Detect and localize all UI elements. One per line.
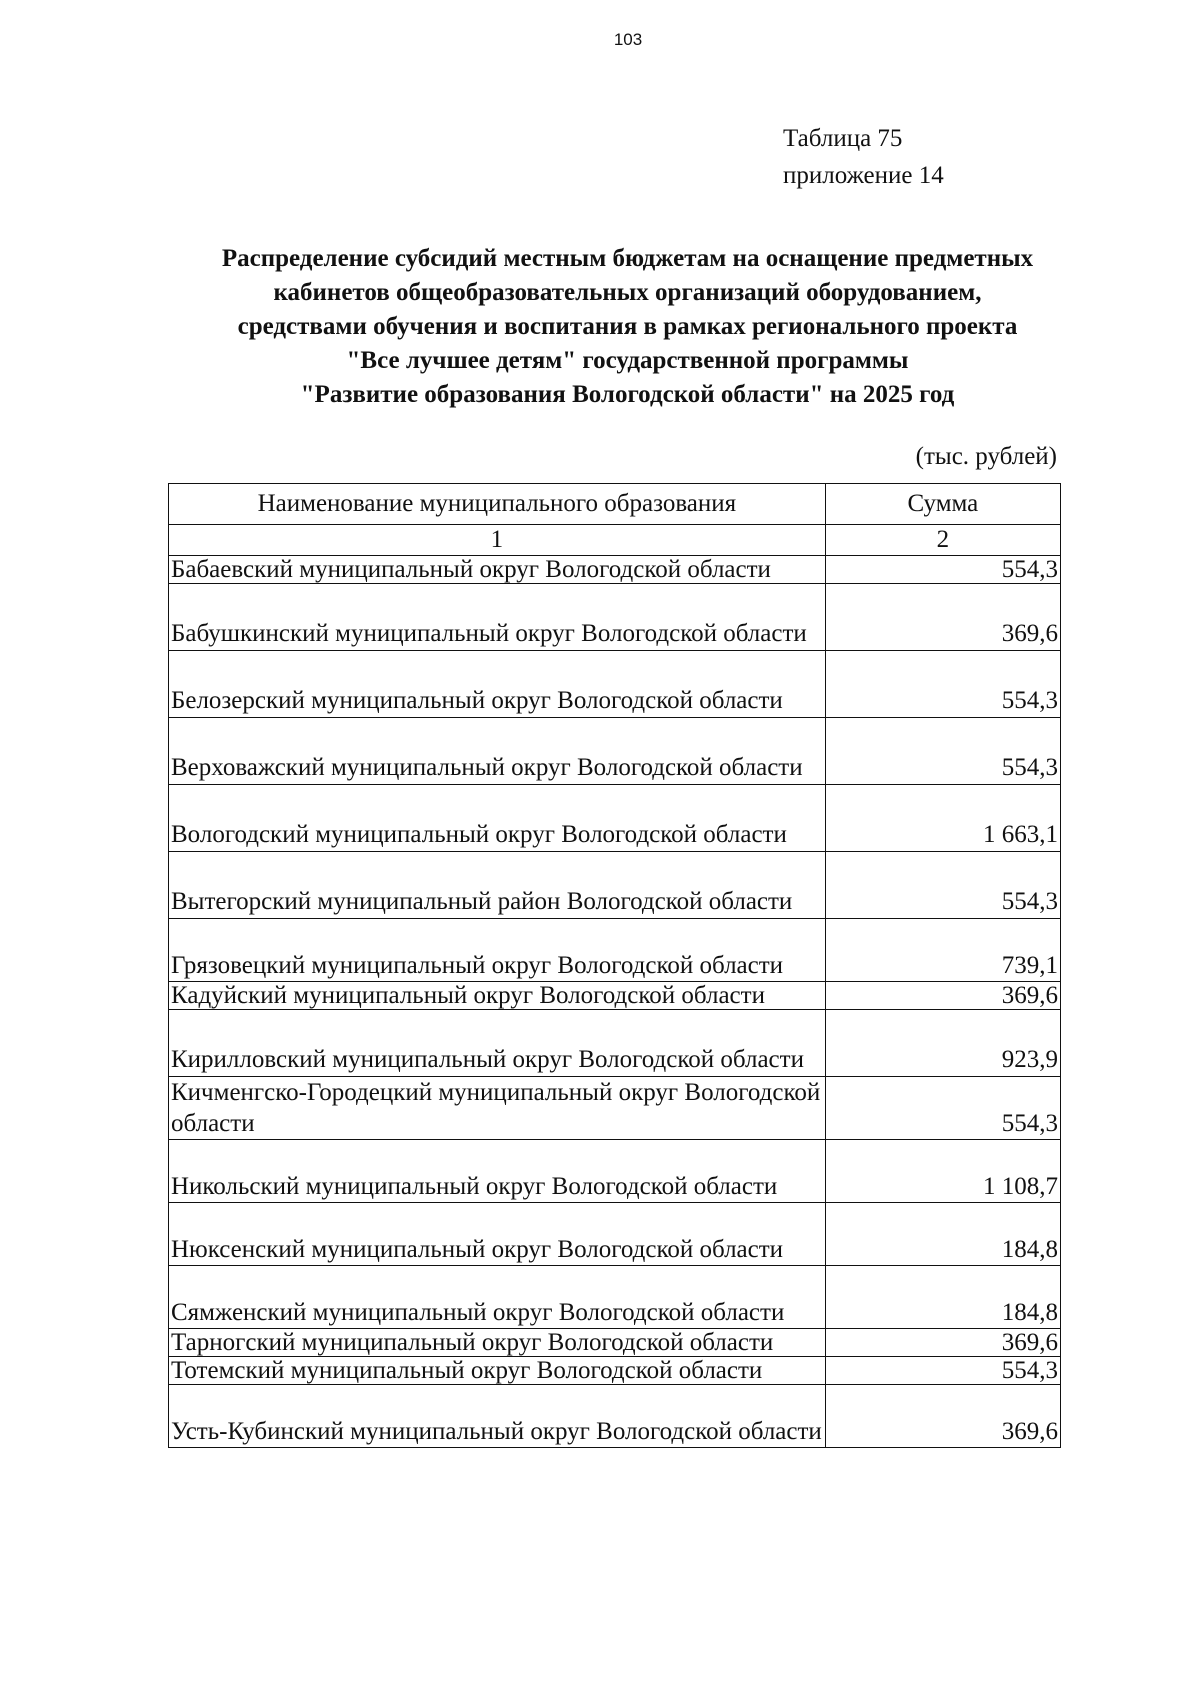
municipality-name: Кирилловский муниципальный округ Вологодской области [169,1010,826,1077]
title-line: "Развитие образования Вологодской области" на 2025 год [300,381,955,408]
table-row [169,852,1061,919]
municipality-name: Белозерский муниципальный округ Вологодской области [169,651,826,718]
title-line: кабинетов общеобразовательных организаций оборудованием, [273,279,982,306]
municipality-name: Бабушкинский муниципальный округ Вологодской области [169,584,826,651]
municipality-name: Грязовецкий муниципальный округ Вологодской области [169,919,826,982]
subsidy-amount: 554,3 [825,718,1060,785]
table-row [169,1140,1061,1203]
subsidy-amount: 184,8 [825,1203,1060,1266]
municipality-name: Вологодский муниципальный округ Вологодской области [169,785,826,852]
subsidy-amount: 554,3 [825,651,1060,718]
header-amount: Сумма [825,484,1060,525]
table-reference [783,120,944,194]
table-row [169,1329,1061,1357]
column-number-row [169,525,1061,556]
table-row [169,1010,1061,1077]
municipality-name: Усть-Кубинский муниципальный округ Вологодской области [169,1385,826,1448]
table-row [169,556,1061,584]
table-row [169,919,1061,982]
municipality-name: Тотемский муниципальный округ Вологодской области [169,1357,826,1385]
title-line: "Все лучшее детям" государственной программы [346,347,909,374]
table-row [169,584,1061,651]
subsidy-amount: 184,8 [825,1266,1060,1329]
table-row [169,1357,1061,1385]
municipality-name: Нюксенский муниципальный округ Вологодской области [169,1203,826,1266]
subsidy-amount: 554,3 [825,556,1060,584]
document-title [150,242,1105,412]
table-row [169,1203,1061,1266]
subsidy-amount: 1 108,7 [825,1140,1060,1203]
subsidy-table [168,483,1061,1448]
subsidy-amount: 739,1 [825,919,1060,982]
subsidy-amount: 554,3 [825,852,1060,919]
table-row [169,1385,1061,1448]
subsidy-amount: 1 663,1 [825,785,1060,852]
subsidy-amount: 369,6 [825,1329,1060,1357]
title-line: средствами обучения и воспитания в рамках регионального проекта [237,313,1018,340]
subsidy-amount: 923,9 [825,1010,1060,1077]
municipality-name: Сямженский муниципальный округ Вологодской области [169,1266,826,1329]
municipality-name: Вытегорский муниципальный район Вологодской области [169,852,826,919]
subsidy-amount: 554,3 [825,1077,1060,1140]
subsidy-amount: 369,6 [825,584,1060,651]
column-number: 1 [169,525,826,556]
column-number: 2 [825,525,1060,556]
table-row [169,785,1061,852]
municipality-name: Бабаевский муниципальный округ Вологодской области [169,556,826,584]
subsidy-amount: 369,6 [825,1385,1060,1448]
table-row [169,651,1061,718]
appendix-label: приложение 14 [783,162,944,189]
table-row [169,1077,1061,1140]
table-row [169,1266,1061,1329]
municipality-name: Тарногский муниципальный округ Вологодской области [169,1329,826,1357]
page-number: 103 [613,30,643,49]
municipality-name: Верховажский муниципальный округ Вологодской области [169,718,826,785]
table-label: Таблица 75 [783,125,903,152]
municipality-name: Кадуйский муниципальный округ Вологодской области [169,982,826,1010]
title-line: Распределение субсидий местным бюджетам на оснащение предметных [221,245,1034,272]
municipality-name: Никольский муниципальный округ Вологодской области [169,1140,826,1203]
header-row [169,484,1061,525]
table-row [169,982,1061,1010]
header-name: Наименование муниципального образования [169,484,826,525]
subsidy-amount: 369,6 [825,982,1060,1010]
table-row [169,718,1061,785]
subsidy-amount: 554,3 [825,1357,1060,1385]
municipality-name: Кичменгско-Городецкий муниципальный округ Вологодской области [169,1077,826,1140]
units-label: (тыс. рублей) [915,443,1057,470]
